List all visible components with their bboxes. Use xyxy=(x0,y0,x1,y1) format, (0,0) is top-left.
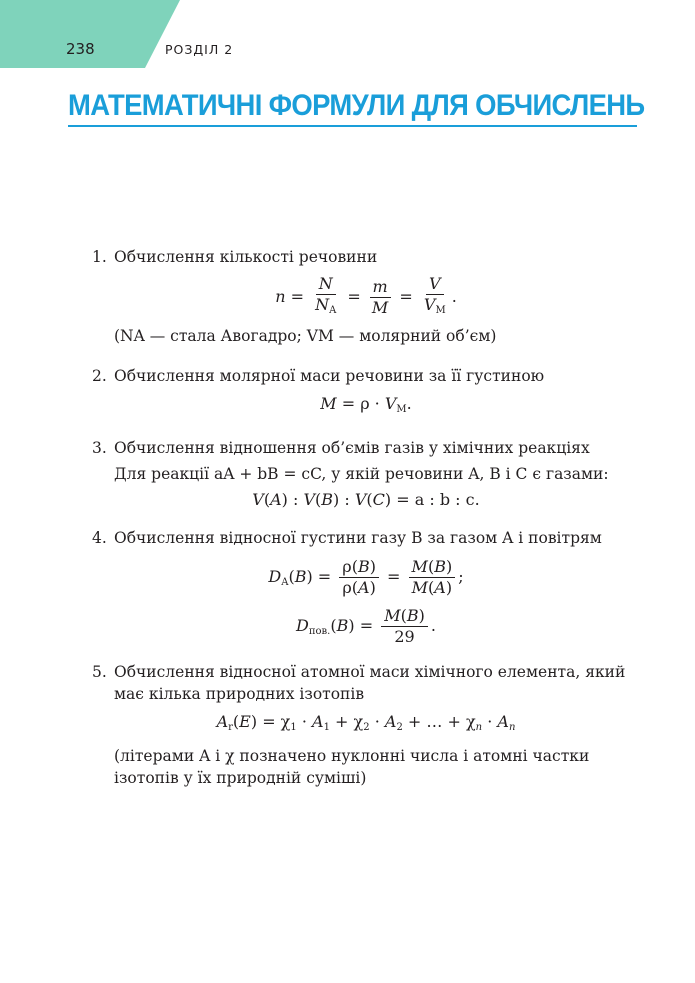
list-item xyxy=(92,661,640,789)
item-number: 1. xyxy=(92,248,107,266)
item-number: 4. xyxy=(92,529,107,547)
list-item xyxy=(92,437,640,511)
item-heading: Обчислення молярної маси речовини за її густиною xyxy=(114,367,545,385)
item-heading: Обчислення відносної атомної маси хімічного елемента, який має кілька природних ізотопів xyxy=(114,663,626,703)
section-label: РОЗДІЛ 2 xyxy=(165,42,234,57)
formula-relative-atomic-mass: $A_r(E) = \chi_1 \cdot A_1 + \chi_2 \cdot A_2$ + … + $\chi_n \cdot A_n$ xyxy=(216,712,516,733)
item-number: 2. xyxy=(92,367,107,385)
formula-air-density: $D_{пов.}(B)$ = $\frac{M(B)}{29}$ . xyxy=(296,606,436,646)
page-number: 238 xyxy=(66,40,95,58)
formula-list xyxy=(92,246,640,789)
item-number: 3. xyxy=(92,439,107,457)
formula-relative-density: $D_A(B)$ = $\frac{\rho(B)}{\rho(A)}$ = $\frac{M(B)}{M(A)}$ ; xyxy=(268,557,464,597)
title-underline xyxy=(68,125,637,127)
formula-amount-of-substance: n = $\frac{N}{N_A}$ = $\frac{m}{M}$ = $\frac{V}{V_M}$ . xyxy=(275,274,457,317)
page-title: МАТЕМАТИЧНІ ФОРМУЛИ ДЛЯ ОБЧИСЛЕНЬ xyxy=(68,89,645,122)
item-note: (NA — стала Авогадро; VM — молярний об’єм) xyxy=(114,327,497,345)
formula-molar-mass: $M = \rho \cdot V_M$. xyxy=(320,394,412,415)
item-number: 5. xyxy=(92,663,107,681)
item-heading: Обчислення кількості речовини xyxy=(114,248,378,266)
item-note: (літерами A і χ позначено нуклонні числа і атомні частки ізотопів у їх природній суміші) xyxy=(114,747,590,787)
list-item xyxy=(92,527,640,647)
list-item xyxy=(92,246,640,347)
item-text: Для реакції aA + bB = cC, у якій речовини A, B і C є газами: xyxy=(114,465,609,483)
list-item xyxy=(92,365,640,421)
item-heading: Обчислення відношення об’ємів газів у хімічних реакціях xyxy=(114,439,590,457)
item-heading: Обчислення відносної густини газу B за газом A і повітрям xyxy=(114,529,602,547)
formula-volume-ratio: V(A) : V(B) : V(C) = a : b : c. xyxy=(252,490,480,509)
